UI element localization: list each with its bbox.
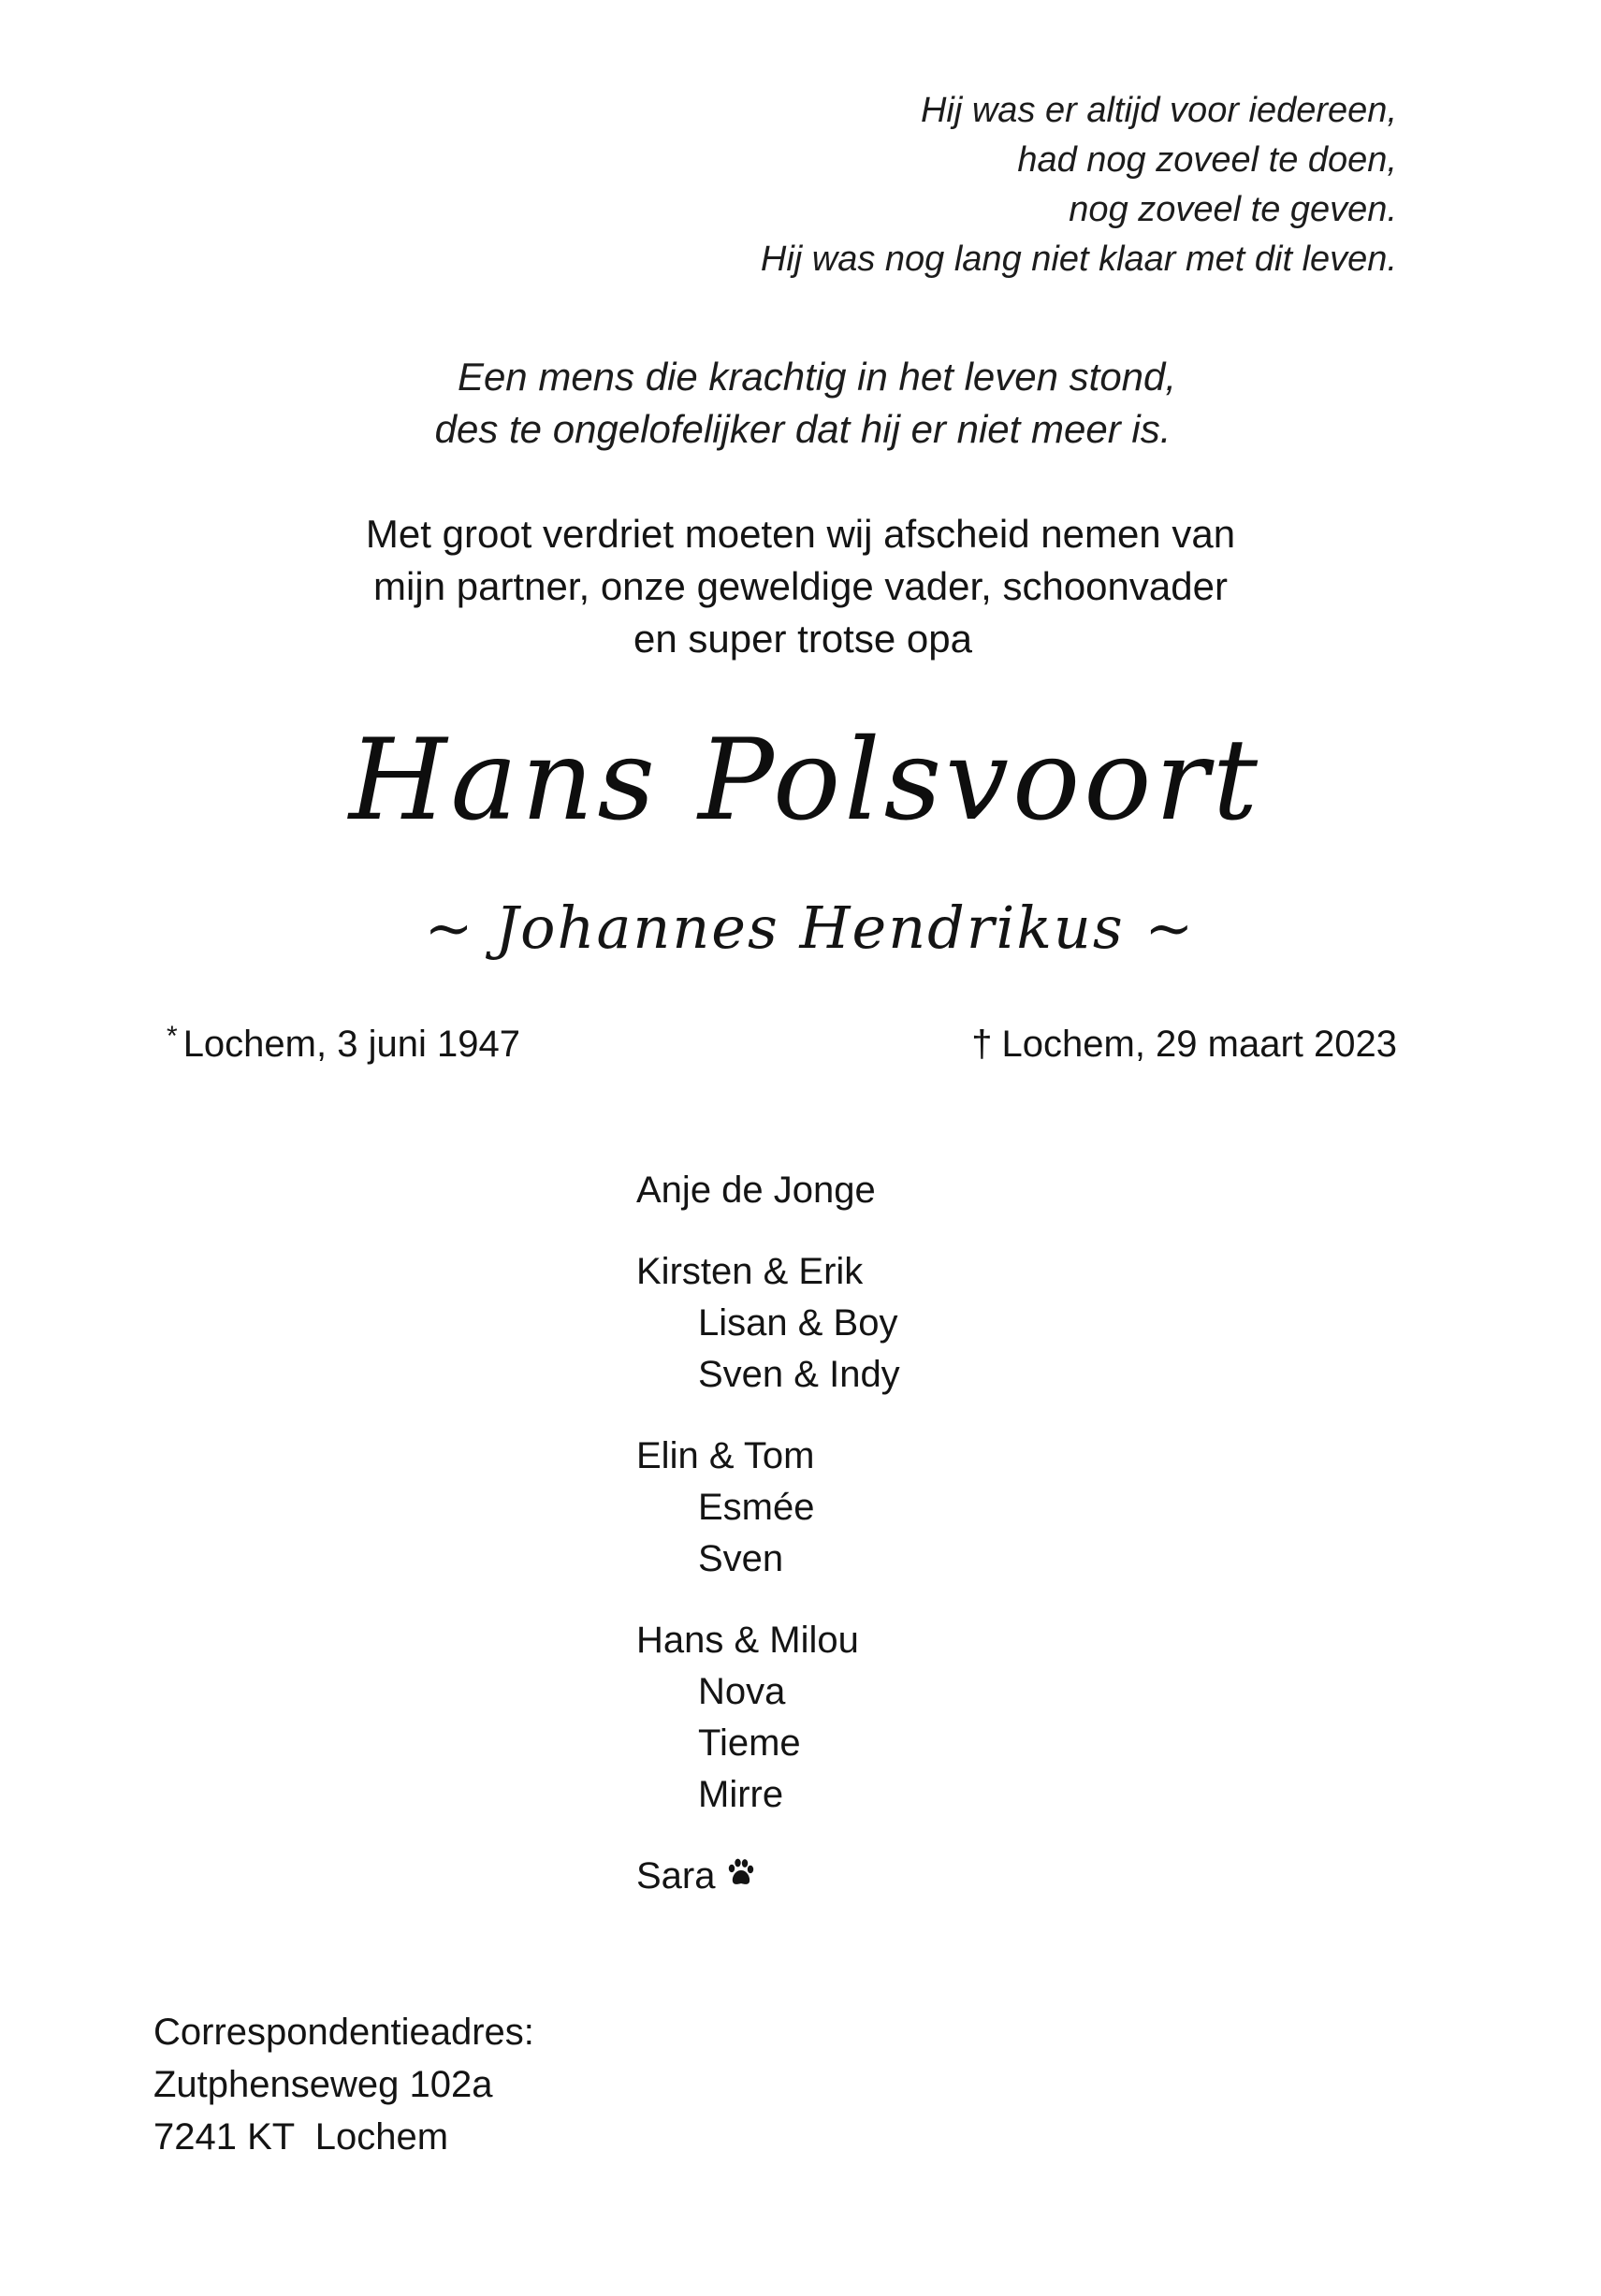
death-date <box>971 1020 1397 1068</box>
announcement-line: en super trotse opa <box>633 617 972 661</box>
cross-symbol: † <box>971 1024 993 1065</box>
correspondence-address <box>153 2006 534 2163</box>
birth-text: Lochem, 3 juni 1947 <box>182 1024 520 1065</box>
grandchild-name: Nova <box>698 1671 786 1712</box>
family-group <box>636 1615 900 1821</box>
parent-couple: Elin & Tom <box>636 1435 815 1476</box>
address-street: Zutphenseweg 102a <box>153 2064 493 2105</box>
grandchild-name: Esmée <box>698 1487 815 1528</box>
poem-middle-line: Een mens die krachtig in het leven stond, <box>457 355 1177 399</box>
announcement-text <box>0 508 1601 665</box>
poem-top-line: had nog zoveel te doen, <box>1017 140 1397 180</box>
parent-couple: Hans & Milou <box>636 1620 859 1661</box>
grandchild-name: Sven <box>698 1538 784 1579</box>
partner-name: Anje de Jonge <box>636 1170 876 1211</box>
poem-top-line: nog zoveel te geven. <box>1069 190 1397 229</box>
deceased-full-name: ~ Johannes Hendrikus ~ <box>424 894 1196 962</box>
poem-middle-line: des te ongelofelijker dat hij er niet meer is. <box>434 407 1172 451</box>
death-text: Lochem, 29 maart 2023 <box>1001 1024 1397 1065</box>
poem-top-line: Hij was er altijd voor iedereen, <box>920 91 1397 130</box>
pet-name: Sara <box>636 1855 716 1896</box>
grandchild-name: Tieme <box>698 1722 801 1764</box>
birth-date <box>167 1020 520 1072</box>
address-label: Correspondentieadres: <box>153 2012 534 2053</box>
grandchild-name: Lisan & Boy <box>698 1302 898 1344</box>
family-group <box>636 1431 900 1585</box>
grandchild-name: Sven & Indy <box>698 1354 900 1395</box>
parent-couple: Kirsten & Erik <box>636 1251 864 1292</box>
address-city: 7241 KT Lochem <box>153 2116 449 2158</box>
announcement-line: Met groot verdriet moeten wij afscheid nemen van <box>365 512 1236 556</box>
deceased-name: Hans Polsvoort <box>348 716 1262 846</box>
family-partner-group <box>636 1165 900 1216</box>
birth-symbol: * <box>167 1021 178 1052</box>
announcement-line: mijn partner, onze geweldige vader, schoonvader <box>373 564 1228 608</box>
poem-top <box>555 86 1397 284</box>
paw-print-icon <box>723 1856 757 1890</box>
family-pet-group <box>636 1851 900 1902</box>
grandchild-name: Mirre <box>698 1774 784 1815</box>
family-list <box>636 1165 900 1932</box>
poem-middle <box>0 351 1601 456</box>
family-group <box>636 1246 900 1401</box>
pet-line <box>636 1851 900 1902</box>
poem-top-line: Hij was nog lang niet klaar met dit leven. <box>760 240 1397 279</box>
